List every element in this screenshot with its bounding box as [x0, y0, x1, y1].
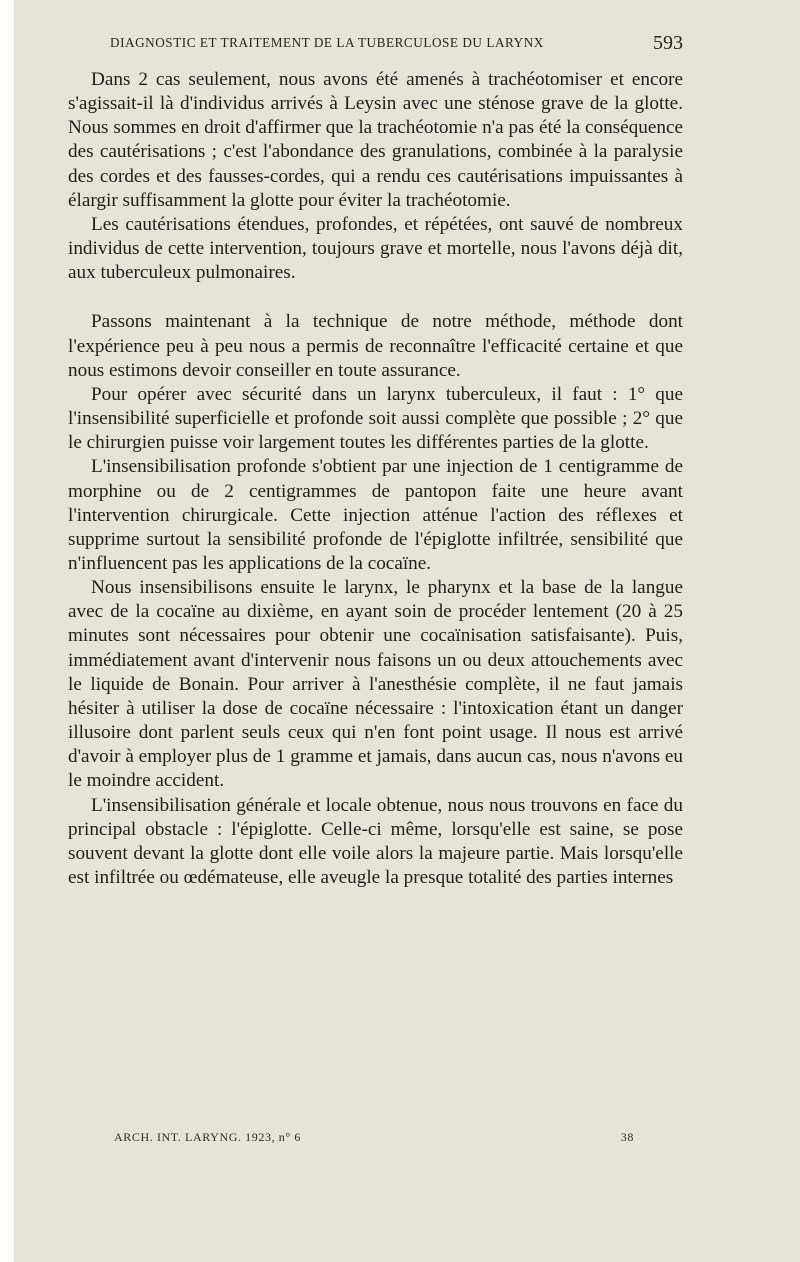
paragraph-deep-insensibilisation: L'insensibilisation profonde s'obtient par une injection de 1 centigramme de morphine ou de 2 centigrammes de pantopon faite une heure avant l'intervention chirurgicale. Cette injection atténue l'action des réflexes et supprime surtout la sensibilité profonde de l'épiglotte infiltrée, sensibilité que n'influencent pas les applications de la cocaïne. — [68, 456, 683, 574]
journal-reference: ARCH. INT. LARYNG. 1923, n° 6 — [114, 1130, 301, 1144]
running-title: DIAGNOSTIC ET TRAITEMENT DE LA TUBERCULOSE DU LARYNX — [110, 35, 544, 50]
page-header — [110, 32, 683, 56]
paragraph-cauterizations: Les cautérisations étendues, profondes, et répétées, ont sauvé de nombreux individus de cette intervention, toujours grave et mortelle, nous l'avons déjà dit, aux tuberculeux pulmonaires. — [68, 213, 683, 284]
paragraph-operating-conditions: Pour opérer avec sécurité dans un larynx tuberculeux, il faut : 1° que l'insensibilité superficielle et profonde soit aussi complète que possible ; 2° que le chirurgien puisse voir largement toutes les différentes parties de la glotte. — [68, 383, 683, 454]
paragraph-technique: Passons maintenant à la technique de notre méthode, méthode dont l'expérience peu à peu nous a permis de reconnaître l'efficacité certaine et que nous estimons devoir conseiller en toute assurance. — [68, 311, 683, 381]
paragraph-cocaine-anesthesia: Nous insensibilisons ensuite le larynx, le pharynx et la base de la langue avec de la cocaïne au dixième, en ayant soin de procéder lentement (20 à 25 minutes sont nécessaires pour obtenir une cocaïnisation satisfaisante). Puis, immédiatement avant d'intervenir nous faisons un ou deux attouchements avec le liquide de Bonain. Pour arriver à l'anesthésie complète, il ne faut jamais hésiter à utiliser la dose de cocaïne nécessaire : l'intoxication étant un danger illusoire dont parlent seuls ceux qui n'en font point usage. Il nous est arrivé d'avoir à employer plus de 1 gramme et jamais, dans aucun cas, nous n'avons eu le moindre accident. — [68, 577, 683, 792]
paragraph-epiglottis: L'insensibilisation générale et locale obtenue, nous nous trouvons en face du principal obstacle : l'épiglotte. Celle-ci même, lorsqu'elle est saine, se pose souvent devant la glotte dont elle voile alors la majeure partie. Mais lorsqu'elle est infiltrée ou œdémateuse, elle aveugle la presque totalité des parties internes — [68, 794, 683, 888]
section-gap — [68, 285, 683, 310]
page-footer — [114, 1130, 634, 1150]
book-page — [14, 0, 800, 1262]
paragraph-tracheotomy: Dans 2 cas seulement, nous avons été amenés à trachéotomiser et encore s'agissait-il là d'individus arrivés à Leysin avec une sténose grave de la glotte. Nous sommes en droit d'affirmer que la trachéotomie n'a pas été la conséquence des cautérisations ; c'est l'abondance des granulations, combinée à la paralysie des cordes et des fausses-cordes, qui a rendu ces cautérisations impuissantes à élargir suffisamment la glotte pour éviter la trachéotomie. — [68, 69, 683, 211]
page-number: 593 — [653, 32, 683, 54]
body-text — [68, 68, 683, 890]
signature-mark: 38 — [620, 1130, 634, 1144]
